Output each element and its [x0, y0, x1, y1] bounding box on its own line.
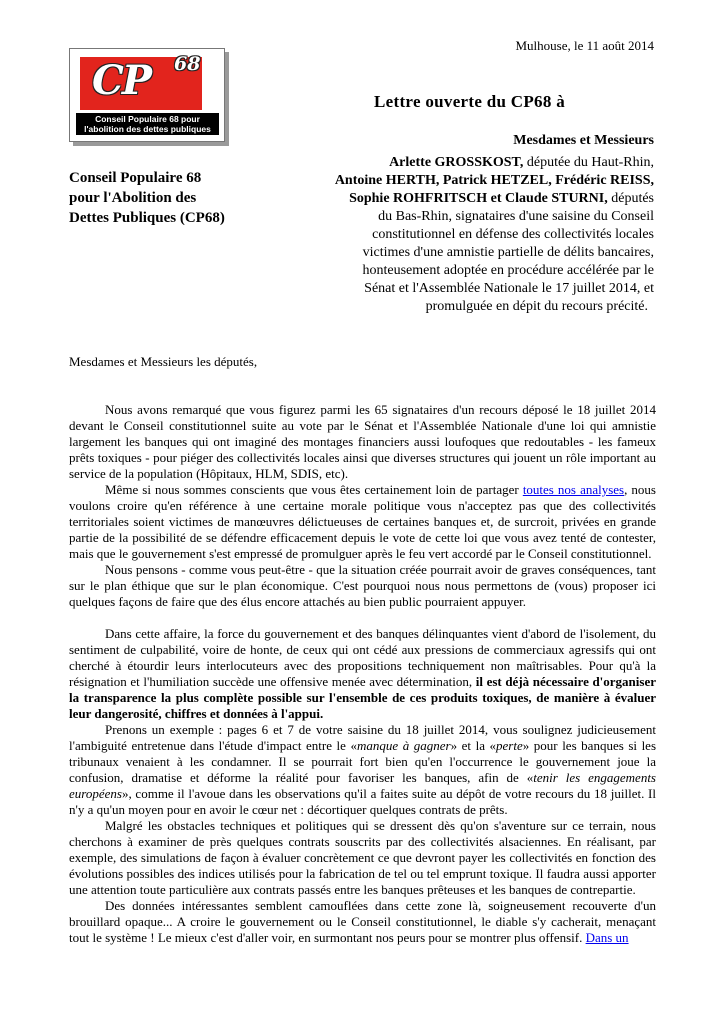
paragraph: Malgré les obstacles techniques et politiques qui se dressent dès qu'on s'aventure sur ce terrain, nous cherchons à examiner de près quelques contrats souscrits par des collectivités alsaciennes. En réalisant, par exemple, des simulations de façon à évaluer concrètement ce que devront payer les collectivités en fonction des évolutions possibles des indices utilisés pour la fabrication de tel ou tel emprunt toxique. Il faudra aussi apporter une attention toute particulière aux contrats passés entre les banques prêteuses et les banques de contrepartie.	[69, 818, 656, 897]
quote-text: manque à gagner	[356, 738, 451, 753]
emphasis-text: il est déjà nécessaire d'organiser la transparence la plus complète possible sur l'ensemble de ces produits toxiques, de manière à évaluer leur dangerosité, chiffres et données à l'appui.	[69, 674, 656, 721]
logo-caption-line1: Conseil Populaire 68 pour	[95, 114, 200, 124]
paragraph	[69, 722, 656, 818]
paragraph-text: Dans cette affaire, la force du gouvernement et des banques délinquantes vient d'abord de l'isolement, du sentiment de culpabilité, voire de honte, de ceux qui ont cédé aux pressions de commerciaux agressifs qui ont cherché à étourdir leurs interlocuteurs avec des propositions techniquement non maîtrisables. Pour qu'à la résignation et l'humiliation succède une offensive menée avec détermination,	[69, 626, 656, 689]
analyses-link[interactable]: toutes nos analyses	[522, 482, 625, 497]
paragraph-text: Prenons un exemple : pages 6 et 7 de votre saisine du 18 juillet 2014, vous soulignez judicieusement l'ambiguité entretenue dans l'étude d'impact entre le «	[69, 722, 656, 753]
recipient-line: constitutionnel en défense des collectivités locales	[372, 227, 654, 242]
paragraph-text: » pour les banques si les tribunaux venaient à les condamner. Il se pourrait fort bien qu'en l'occurrence le gouvernement joue la confusion, dramatise et déforme la réalité pour favoriser les banques, afin de «	[69, 738, 657, 785]
logo-caption-line2: l'abolition des dettes publiques	[84, 124, 211, 134]
quote-text: perte	[496, 738, 523, 753]
paragraph-text: », comme il l'avoue dans les observations qu'il a faites suite au dépôt de votre recours du 18 juillet. Il n'y a qu'un moyen pour en avoir le cœur net : décortiquer quelques contrats de prêts.	[69, 786, 656, 817]
paragraph-text: , nous voulons croire qu'en référence à une certaine morale politique vous n'acceptez pas que des collectivités territoriales soient victimes de manœuvres délictueuses de certaines banques et, de surcroit, privées en grande partie de la possibilité de se défendre efficacement depuis le vote de cette loi que vous avez tenté de contester, mais que le gouvernement s'est empressé de promulguer après le feu vert accordé par le Conseil constitutionnel.	[69, 482, 656, 561]
recipient-names: Antoine HERTH, Patrick HETZEL, Frédéric REISS,	[334, 173, 654, 188]
sender-line: Conseil Populaire 68	[69, 170, 202, 186]
continuation-link[interactable]: Dans un	[585, 930, 629, 945]
paragraph-text: Des données intéressantes semblent camouflées dans cette zone là, soigneusement recouverte d'un brouillard opaque... A croire le gouvernement ou le Conseil constitutionnel, le diable s'y cacherait, menaçant tout le système ! Le mieux c'est d'aller voir, en surmontant nos peurs pour se montrer plus offensif.	[69, 898, 656, 945]
recipient-line: Sénat et l'Assemblée Nationale le 17 juillet 2014, et	[364, 281, 654, 296]
recipients-block	[294, 132, 654, 316]
paragraph: Nous avons remarqué que vous figurez parmi les 65 signataires d'un recours déposé le 18 juillet 2014 devant le Conseil constitutionnel suite au vote par le Sénat et l'Assemblée Nationale d'une loi qui amnistie largement les banques qui ont imaginé des montages financiers aussi loufoques que redoutables - les fameux prêts toxiques - pour piéger des collectivités locales ainsi que diverses structures qui jouent un rôle important au service de la population (Hôpitaux, HLM, SDIS, etc).	[69, 402, 656, 481]
recipient-name: Arlette GROSSKOST,	[389, 155, 524, 170]
recipient-line	[294, 190, 654, 208]
logo-mark: CP	[92, 57, 150, 104]
letter-date: Mulhouse, le 11 août 2014	[515, 38, 654, 53]
recipient-names: Sophie ROHFRITSCH et Claude STURNI,	[349, 191, 608, 206]
cp68-logo	[69, 48, 225, 142]
recipient-line: victimes d'une amnistie partielle de délits bancaires,	[362, 245, 654, 260]
recipient-line	[294, 154, 654, 172]
recipient-text: députée du Haut-Rhin,	[523, 155, 654, 170]
salutation: Mesdames et Messieurs les députés,	[69, 354, 258, 369]
logo-caption	[76, 113, 219, 135]
paragraph-text: » et la «	[450, 738, 497, 753]
sender-block	[69, 168, 269, 228]
paragraph	[69, 482, 656, 562]
recipient-text: députés	[607, 191, 654, 206]
quote-text: tenir les engagements européens	[69, 770, 656, 801]
paragraph: Nous pensons - comme vous peut-être - que la situation créée pourrait avoir de graves conséquences, tant sur le plan éthique que sur le plan économique. C'est pourquoi nous nous permettons de (vous) proposer ici quelques façons de faire que des élus encore attachés au bien public pourraient appuyer.	[69, 562, 656, 609]
logo-number: 68	[174, 53, 201, 75]
letter-title: Lettre ouverte du CP68 à	[374, 92, 566, 111]
recipient-line: honteusement adoptée en procédure accélérée par le	[362, 263, 654, 278]
sender-line: Dettes Publiques (CP68)	[69, 210, 225, 226]
paragraph	[69, 626, 656, 722]
recipients-greeting: Mesdames et Messieurs	[513, 133, 654, 148]
sender-line: pour l'Abolition des	[69, 190, 197, 206]
letter-body	[69, 402, 656, 946]
paragraph-text: Même si nous sommes conscients que vous êtes certainement loin de partager	[105, 482, 523, 497]
recipient-line: promulguée en dépit du recours précité.	[425, 299, 648, 314]
recipient-line: du Bas-Rhin, signataires d'une saisine du Conseil	[378, 209, 654, 224]
paragraph	[69, 898, 656, 946]
